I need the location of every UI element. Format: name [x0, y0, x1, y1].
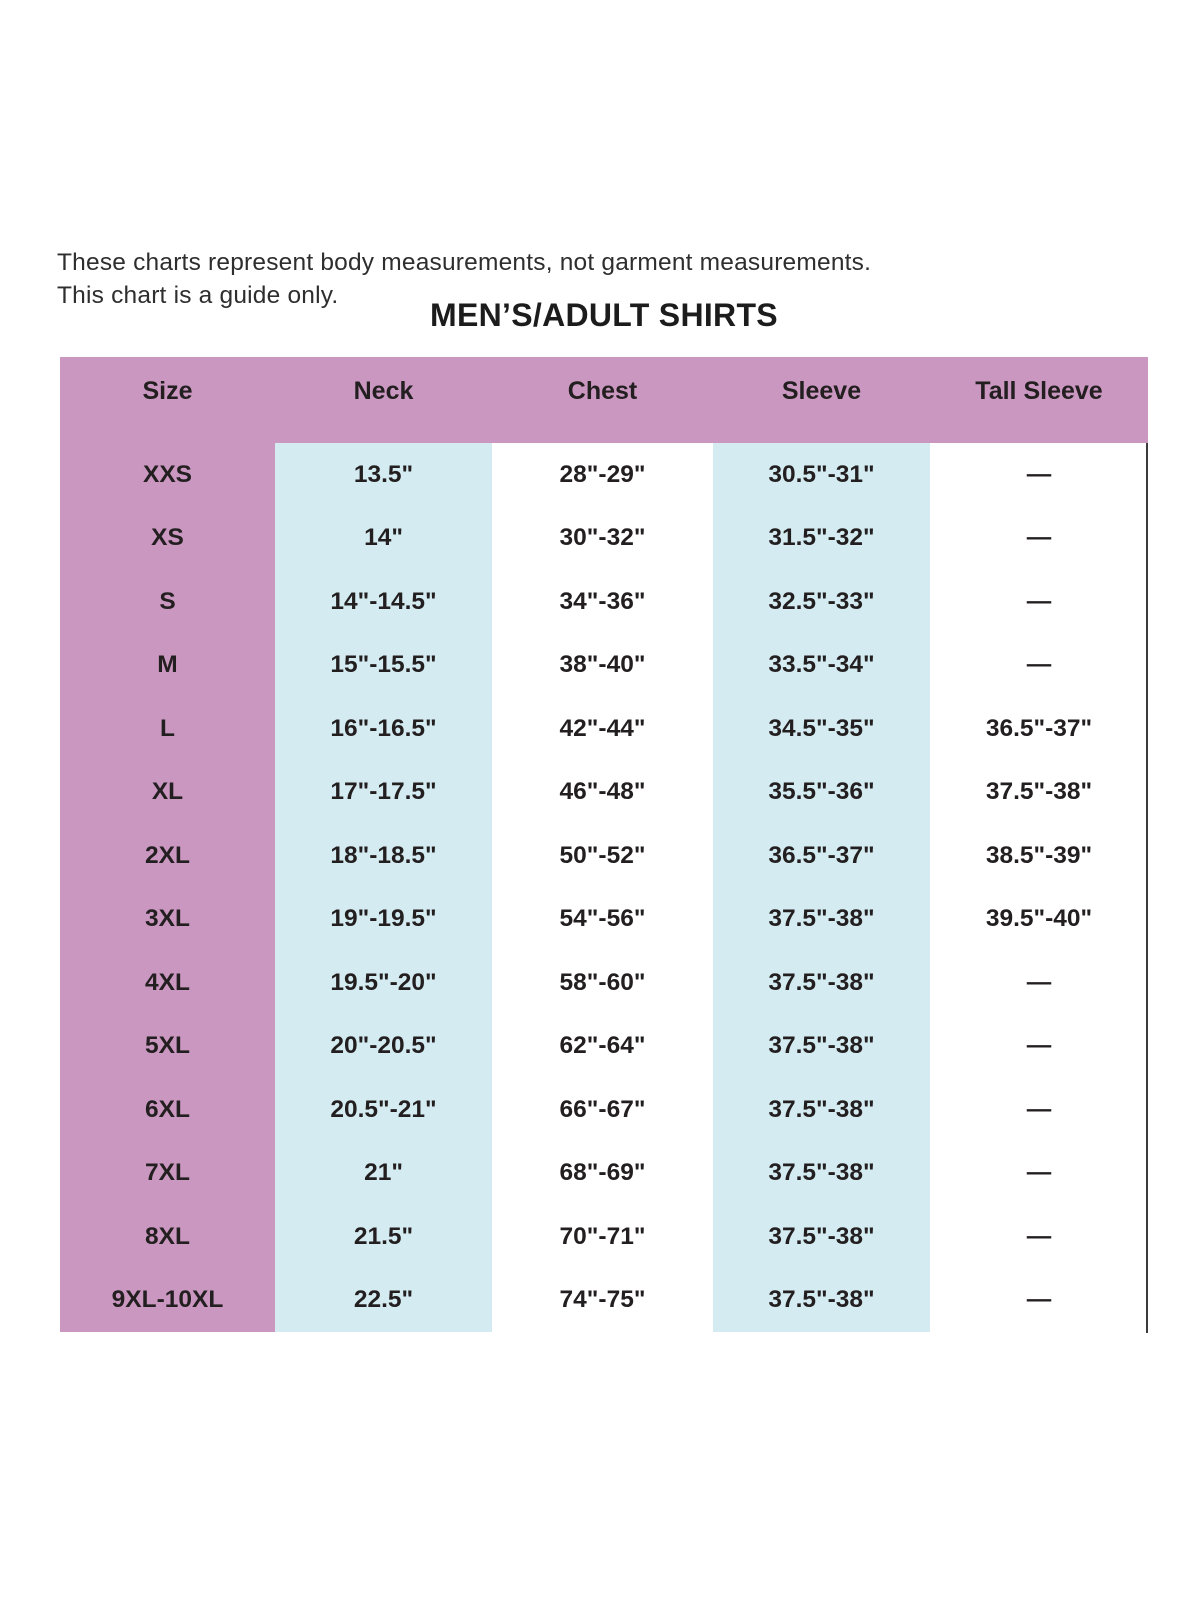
- tall-sleeve-cell: —: [930, 443, 1148, 507]
- tall-sleeve-cell: —: [930, 570, 1148, 634]
- neck-cell: 19.5"-20": [275, 951, 492, 1015]
- neck-cell: 15"-15.5": [275, 634, 492, 698]
- neck-cell: 14": [275, 507, 492, 571]
- table-row: [60, 1015, 1148, 1079]
- neck-cell: 14"-14.5": [275, 570, 492, 634]
- chest-cell: 58"-60": [492, 951, 713, 1015]
- size-cell: 5XL: [60, 1015, 275, 1079]
- size-cell: M: [60, 634, 275, 698]
- table-row: [60, 824, 1148, 888]
- size-cell: 6XL: [60, 1078, 275, 1142]
- chest-cell: 54"-56": [492, 888, 713, 952]
- neck-cell: 20"-20.5": [275, 1015, 492, 1079]
- table-row: [60, 888, 1148, 952]
- chest-cell: 38"-40": [492, 634, 713, 698]
- tall-sleeve-cell: —: [930, 634, 1148, 698]
- chest-cell: 74"-75": [492, 1269, 713, 1333]
- sleeve-cell: 37.5"-38": [713, 1269, 930, 1333]
- column-header-tall-sleeve: Tall Sleeve: [930, 357, 1148, 443]
- table-row: [60, 443, 1148, 507]
- table-row: [60, 697, 1148, 761]
- table-row: [60, 507, 1148, 571]
- chest-cell: 62"-64": [492, 1015, 713, 1079]
- tall-sleeve-cell: —: [930, 1142, 1148, 1206]
- tall-sleeve-cell: —: [930, 1269, 1148, 1333]
- size-cell: 4XL: [60, 951, 275, 1015]
- chest-cell: 68"-69": [492, 1142, 713, 1206]
- size-cell: XL: [60, 761, 275, 825]
- chest-cell: 50"-52": [492, 824, 713, 888]
- size-cell: 8XL: [60, 1205, 275, 1269]
- sleeve-cell: 37.5"-38": [713, 888, 930, 952]
- table-row: [60, 1078, 1148, 1142]
- table-row: [60, 634, 1148, 698]
- neck-cell: 19"-19.5": [275, 888, 492, 952]
- size-cell: XXS: [60, 443, 275, 507]
- sleeve-cell: 37.5"-38": [713, 1205, 930, 1269]
- tall-sleeve-cell: 37.5"-38": [930, 761, 1148, 825]
- chest-cell: 46"-48": [492, 761, 713, 825]
- size-cell: 7XL: [60, 1142, 275, 1206]
- chest-cell: 42"-44": [492, 697, 713, 761]
- neck-cell: 16"-16.5": [275, 697, 492, 761]
- size-cell: L: [60, 697, 275, 761]
- column-header-size: Size: [60, 357, 275, 443]
- chest-cell: 70"-71": [492, 1205, 713, 1269]
- tall-sleeve-cell: —: [930, 1078, 1148, 1142]
- table-row: [60, 570, 1148, 634]
- tall-sleeve-cell: —: [930, 507, 1148, 571]
- disclaimer-line-1: These charts represent body measurements, not garment measurements.: [57, 249, 872, 276]
- table-row: [60, 1142, 1148, 1206]
- tall-sleeve-cell: 38.5"-39": [930, 824, 1148, 888]
- sleeve-cell: 33.5"-34": [713, 634, 930, 698]
- neck-cell: 20.5"-21": [275, 1078, 492, 1142]
- page-title: MEN’S/ADULT SHIRTS: [430, 297, 778, 333]
- neck-cell: 13.5": [275, 443, 492, 507]
- neck-cell: 21.5": [275, 1205, 492, 1269]
- size-cell: XS: [60, 507, 275, 571]
- sleeve-cell: 37.5"-38": [713, 1078, 930, 1142]
- column-header-sleeve: Sleeve: [713, 357, 930, 443]
- chest-cell: 66"-67": [492, 1078, 713, 1142]
- column-header-neck: Neck: [275, 357, 492, 443]
- size-cell: 9XL-10XL: [60, 1269, 275, 1333]
- sleeve-cell: 37.5"-38": [713, 1015, 930, 1079]
- sleeve-cell: 35.5"-36": [713, 761, 930, 825]
- neck-cell: 21": [275, 1142, 492, 1206]
- table-right-border: [1146, 443, 1148, 1333]
- table-row: [60, 951, 1148, 1015]
- tall-sleeve-cell: —: [930, 1015, 1148, 1079]
- neck-cell: 17"-17.5": [275, 761, 492, 825]
- sleeve-cell: 36.5"-37": [713, 824, 930, 888]
- size-cell: 2XL: [60, 824, 275, 888]
- table-row: [60, 1269, 1148, 1333]
- neck-cell: 18"-18.5": [275, 824, 492, 888]
- tall-sleeve-cell: 39.5"-40": [930, 888, 1148, 952]
- column-header-chest: Chest: [492, 357, 713, 443]
- tall-sleeve-cell: 36.5"-37": [930, 697, 1148, 761]
- table-row: [60, 761, 1148, 825]
- sleeve-cell: 37.5"-38": [713, 1142, 930, 1206]
- sleeve-cell: 34.5"-35": [713, 697, 930, 761]
- size-chart-table: [60, 357, 1148, 1332]
- chest-cell: 30"-32": [492, 507, 713, 571]
- chest-cell: 34"-36": [492, 570, 713, 634]
- sleeve-cell: 31.5"-32": [713, 507, 930, 571]
- sleeve-cell: 37.5"-38": [713, 951, 930, 1015]
- sleeve-cell: 32.5"-33": [713, 570, 930, 634]
- tall-sleeve-cell: —: [930, 951, 1148, 1015]
- tall-sleeve-cell: —: [930, 1205, 1148, 1269]
- size-cell: S: [60, 570, 275, 634]
- header-row: [60, 357, 1148, 443]
- sleeve-cell: 30.5"-31": [713, 443, 930, 507]
- table-row: [60, 1205, 1148, 1269]
- disclaimer-line-2: This chart is a guide only.: [57, 282, 339, 309]
- chest-cell: 28"-29": [492, 443, 713, 507]
- neck-cell: 22.5": [275, 1269, 492, 1333]
- size-cell: 3XL: [60, 888, 275, 952]
